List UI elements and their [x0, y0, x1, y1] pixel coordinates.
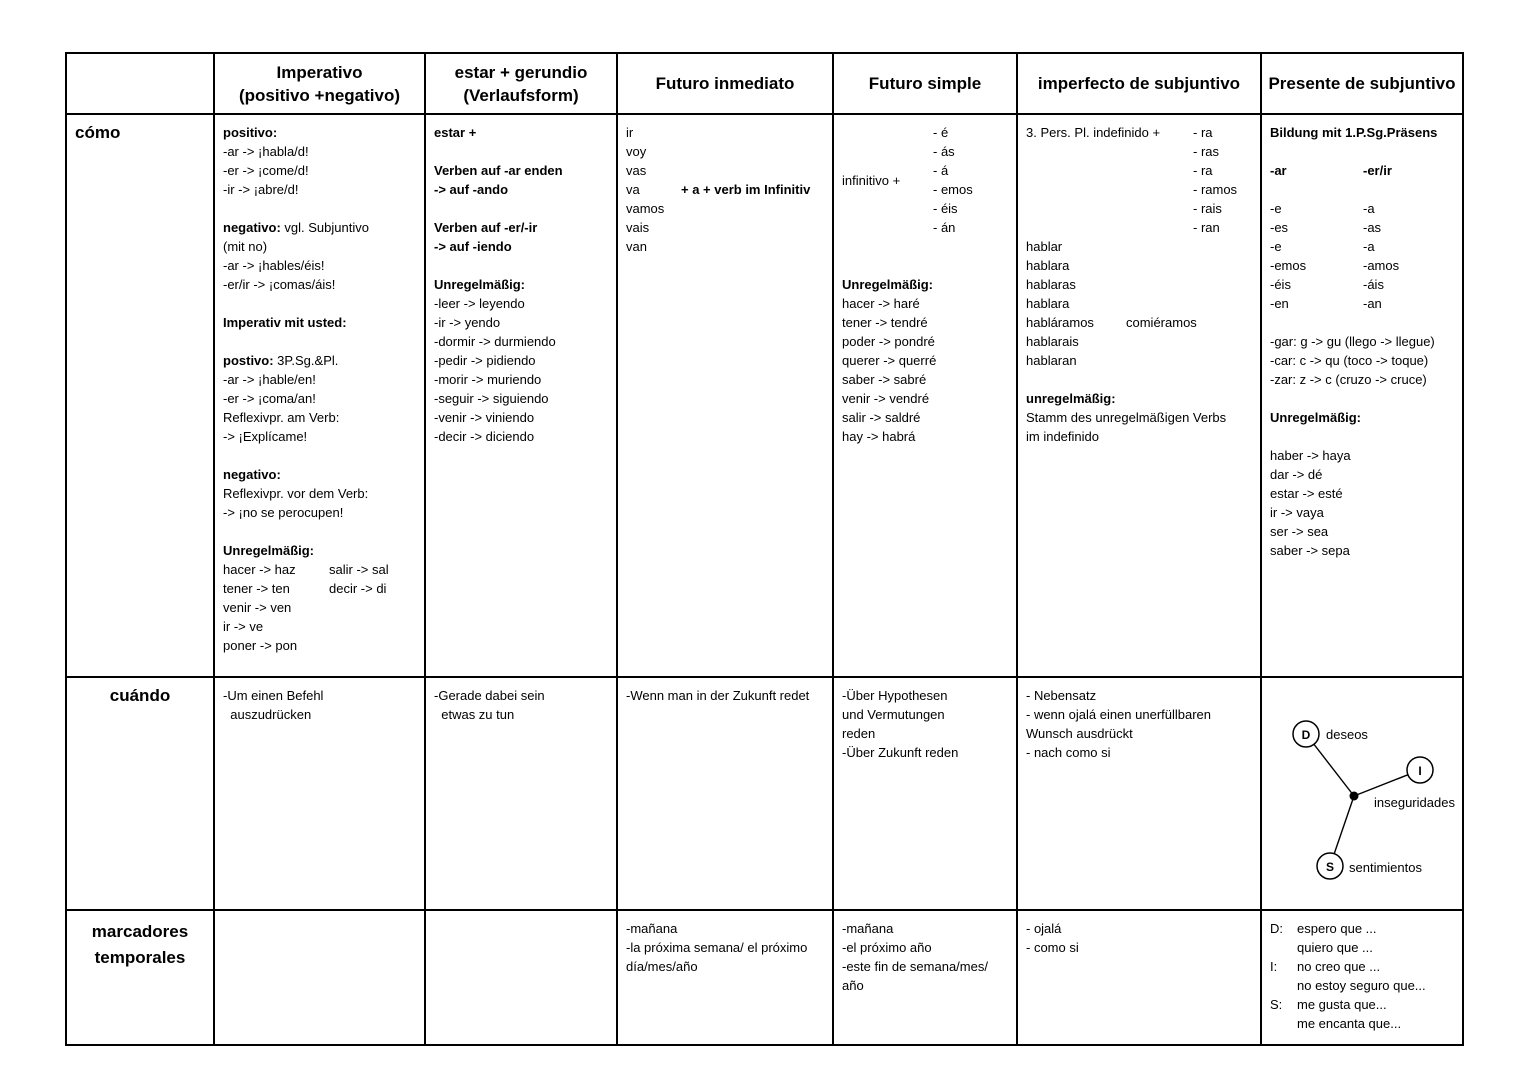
text-line: estar -> esté — [1270, 486, 1343, 501]
text-line: hablar — [1026, 239, 1063, 254]
cell-como-gerundio — [425, 114, 617, 677]
text-line: hablara — [1026, 296, 1070, 311]
text-line: Wunsch ausdrückt — [1026, 726, 1133, 741]
text-line: me encanta que... — [1297, 1016, 1402, 1031]
text-line: -emos -amos — [1270, 258, 1400, 273]
text-line: -> ¡no se perocupen! — [223, 505, 344, 520]
text-line: und Vermutungen — [842, 707, 945, 722]
col-header-gerundio — [425, 53, 617, 114]
tense-comparison-table — [65, 52, 1464, 1046]
cell-marcadores-gerundio — [425, 910, 617, 1045]
cell-cuando-gerundio — [425, 677, 617, 910]
text-line — [1270, 313, 1454, 332]
text-line: (Verlaufsform) — [463, 85, 579, 105]
col-header-imperativo — [214, 53, 425, 114]
text-line: estar + — [434, 125, 477, 140]
cell-como-imperfecto — [1017, 114, 1261, 677]
text-line: -ir -> yendo — [434, 315, 501, 330]
text-line: -venir -> viniendo — [434, 410, 535, 425]
text-line: Reflexivpr. vor dem Verb: — [223, 486, 369, 501]
cell-como-futuro-simple — [833, 114, 1017, 677]
text-line: reden — [842, 726, 876, 741]
text-line: poner -> pon — [223, 638, 298, 653]
text-line: -er -> ¡coma/an! — [223, 391, 316, 406]
text-line — [1270, 427, 1454, 446]
text-line: Presente de subjuntivo — [1268, 74, 1456, 93]
text-line: -es -as — [1270, 220, 1382, 235]
text-line — [223, 522, 416, 541]
text-line: S: me gusta que... — [1270, 997, 1387, 1012]
text-line: saber -> sabré — [842, 372, 927, 387]
cell-cuando-futuro-simple — [833, 677, 1017, 910]
text-line: habláramos comiéramos — [1026, 315, 1197, 330]
text-line: estar + gerundio — [454, 62, 588, 82]
text-line: -pedir -> pidiendo — [434, 353, 536, 368]
text-line: querer -> querré — [842, 353, 937, 368]
text-line: -e -a — [1270, 201, 1375, 216]
text-line: unregelmäßig: — [1026, 391, 1116, 406]
text-line: vas — [626, 163, 647, 178]
text-line — [223, 446, 416, 465]
text-line: marcadores — [91, 922, 189, 941]
text-line: tener -> ten decir -> di — [223, 581, 387, 596]
text-line: -la próxima semana/ el próximo — [626, 940, 808, 955]
text-line: -ar -> ¡hable/en! — [223, 372, 316, 387]
text-line: -Gerade dabei sein — [434, 688, 545, 703]
text-line: ir -> vaya — [1270, 505, 1324, 520]
text-line: - Nebensatz — [1026, 688, 1097, 703]
text-line: -el próximo año — [842, 940, 932, 955]
text-line: -gar: g -> gu (llego -> llegue) — [1270, 334, 1435, 349]
text-line — [1026, 370, 1252, 389]
text-line: -mañana — [626, 921, 678, 936]
text-line: Unregelmäßig: — [842, 277, 934, 292]
text-line: hablaran — [1026, 353, 1077, 368]
text-line: ser -> sea — [1270, 524, 1329, 539]
text-line: Imperativo — [276, 62, 363, 82]
text-line: Unregelmäßig: — [1270, 410, 1362, 425]
text-line — [434, 199, 608, 218]
text-line: -er -> ¡come/d! — [223, 163, 309, 178]
text-line: auszudrücken — [223, 707, 312, 722]
text-line: im indefinido — [1026, 429, 1099, 444]
text-line: dar -> dé — [1270, 467, 1323, 482]
text-line: hay -> habrá — [842, 429, 916, 444]
text-line: -leer -> leyendo — [434, 296, 525, 311]
node-label-deseos: deseos — [1326, 727, 1368, 742]
text-line: vamos — [626, 201, 665, 216]
text-line: día/mes/año — [626, 959, 698, 974]
text-line: -ar -> ¡hables/éis! — [223, 258, 325, 273]
text-line: poder -> pondré — [842, 334, 935, 349]
text-line: hacer -> haré — [842, 296, 920, 311]
cell-marcadores-presente — [1261, 910, 1463, 1045]
text-line: -seguir -> siguiendo — [434, 391, 549, 406]
text-line: -Über Hypothesen — [842, 688, 948, 703]
node-label-inseguridades: inseguridades — [1374, 795, 1455, 810]
text-line: I: no creo que ... — [1270, 959, 1381, 974]
text-line: venir -> vendré — [842, 391, 930, 406]
text-line: ir -> ve — [223, 619, 264, 634]
row-label-cuando: cuándo — [66, 677, 214, 910]
text-line: va + a + verb im Infinitiv — [626, 182, 811, 197]
text-line: -decir -> diciendo — [434, 429, 535, 444]
text-line: -> ¡Explícame! — [223, 429, 308, 444]
text-line: Reflexivpr. am Verb: — [223, 410, 340, 425]
text-line: postivo: 3P.Sg.&Pl. — [223, 353, 339, 368]
cell-cuando-imperativo — [214, 677, 425, 910]
text-line: 3. Pers. Pl. indefinido + - ra - ras - ra - ramos - rais - ran — [1026, 125, 1238, 235]
text-line: van — [626, 239, 647, 254]
text-line: Unregelmäßig: — [434, 277, 526, 292]
text-line: quiero que ... — [1297, 940, 1373, 955]
text-line: -zar: z -> c (cruzo -> cruce) — [1270, 372, 1427, 387]
text-line: Futuro simple — [868, 74, 982, 93]
text-line: -dormir -> durmiendo — [434, 334, 556, 349]
col-header-presente-subjuntivo — [1261, 53, 1463, 114]
text-line: - nach como si — [1026, 745, 1111, 760]
node-letter-s: S — [1325, 860, 1335, 874]
diagram-center-dot — [1350, 792, 1359, 801]
text-line: - como si — [1026, 940, 1079, 955]
text-line: temporales — [94, 948, 186, 967]
text-line: -e -a — [1270, 239, 1375, 254]
text-line: ir — [626, 125, 634, 140]
text-line — [1270, 389, 1454, 408]
row-label-marcadores — [66, 910, 214, 1045]
text-line: vais — [626, 220, 650, 235]
text-line: D: espero que ... — [1270, 921, 1377, 936]
cell-como-presente — [1261, 114, 1463, 677]
text-line: hablarais — [1026, 334, 1079, 349]
text-line: saber -> sepa — [1270, 543, 1350, 558]
text-line — [434, 142, 608, 161]
node-label-sentimientos: sentimientos — [1349, 860, 1422, 875]
text-line: -ar -> ¡habla/d! — [223, 144, 309, 159]
text-line: venir -> ven — [223, 600, 292, 615]
text-line: -mañana — [842, 921, 894, 936]
text-line: haber -> haya — [1270, 448, 1351, 463]
text-line: negativo: — [223, 467, 281, 482]
cell-como-futuro-inmediato — [617, 114, 833, 677]
cell-cuando-imperfecto — [1017, 677, 1261, 910]
text-line: -> auf -iendo — [434, 239, 512, 254]
cell-marcadores-futuro-inmediato — [617, 910, 833, 1045]
col-header-futuro-inmediato — [617, 53, 833, 114]
cell-cuando-futuro-inmediato — [617, 677, 833, 910]
subjunctive-uses-diagram — [1270, 686, 1460, 902]
text-line: infinitivo + - é - ás - á - emos - éis - án — [842, 125, 973, 235]
text-line: hacer -> haz salir -> sal — [223, 562, 389, 577]
text-line: Imperativ mit usted: — [223, 315, 347, 330]
text-line: - ojalá — [1026, 921, 1062, 936]
text-line: -ir -> ¡abre/d! — [223, 182, 299, 197]
text-line: -éis -áis — [1270, 277, 1384, 292]
text-line: -car: c -> qu (toco -> toque) — [1270, 353, 1429, 368]
cell-marcadores-futuro-simple — [833, 910, 1017, 1045]
text-line: -morir -> muriendo — [434, 372, 542, 387]
col-header-imperfecto-subjuntivo — [1017, 53, 1261, 114]
col-header-futuro-simple — [833, 53, 1017, 114]
text-line: -er/ir -> ¡comas/áis! — [223, 277, 336, 292]
text-line: hablara — [1026, 258, 1070, 273]
text-line — [1270, 142, 1454, 161]
text-line: Bildung mit 1.P.Sg.Präsens — [1270, 125, 1438, 140]
text-line: - wenn ojalá einen unerfüllbaren — [1026, 707, 1212, 722]
text-line: -Um einen Befehl — [223, 688, 324, 703]
text-line — [223, 294, 416, 313]
text-line: hablaras — [1026, 277, 1076, 292]
text-line: año — [842, 978, 864, 993]
row-label-como: cómo — [66, 114, 214, 677]
text-line — [842, 237, 1008, 256]
corner-cell — [66, 53, 214, 114]
node-letter-i: I — [1418, 764, 1422, 778]
text-line: (positivo +negativo) — [238, 85, 401, 105]
text-line: -ar -er/ir — [1270, 163, 1392, 178]
text-line: -Über Zukunft reden — [842, 745, 959, 760]
node-letter-d: D — [1301, 728, 1311, 742]
text-line: tener -> tendré — [842, 315, 928, 330]
text-line: Futuro inmediato — [655, 74, 795, 93]
cell-marcadores-imperfecto — [1017, 910, 1261, 1045]
grammar-notes-sheet — [65, 52, 1464, 1046]
text-line: -en -an — [1270, 296, 1382, 311]
text-line: (mit no) — [223, 239, 268, 254]
text-line: negativo: vgl. Subjuntivo — [223, 220, 369, 235]
cell-cuando-presente — [1261, 677, 1463, 910]
text-line: positivo: — [223, 125, 278, 140]
text-line: imperfecto de subjuntivo — [1037, 74, 1241, 93]
text-line — [434, 256, 608, 275]
text-line: Verben auf -er/-ir — [434, 220, 538, 235]
text-line: Stamm des unregelmäßigen Verbs — [1026, 410, 1227, 425]
text-line — [1270, 180, 1454, 199]
text-line: voy — [626, 144, 647, 159]
text-line: salir -> saldré — [842, 410, 921, 425]
cell-como-imperativo — [214, 114, 425, 677]
text-line: Verben auf -ar enden — [434, 163, 563, 178]
text-line: -> auf -ando — [434, 182, 509, 197]
text-line: no estoy seguro que... — [1297, 978, 1426, 993]
text-line: Unregelmäßig: — [223, 543, 315, 558]
text-line — [223, 199, 416, 218]
text-line: -Wenn man in der Zukunft redet — [626, 688, 810, 703]
text-line — [842, 256, 1008, 275]
cell-marcadores-imperativo — [214, 910, 425, 1045]
text-line: etwas zu tun — [434, 707, 515, 722]
text-line — [223, 332, 416, 351]
text-line: -este fin de semana/mes/ — [842, 959, 988, 974]
